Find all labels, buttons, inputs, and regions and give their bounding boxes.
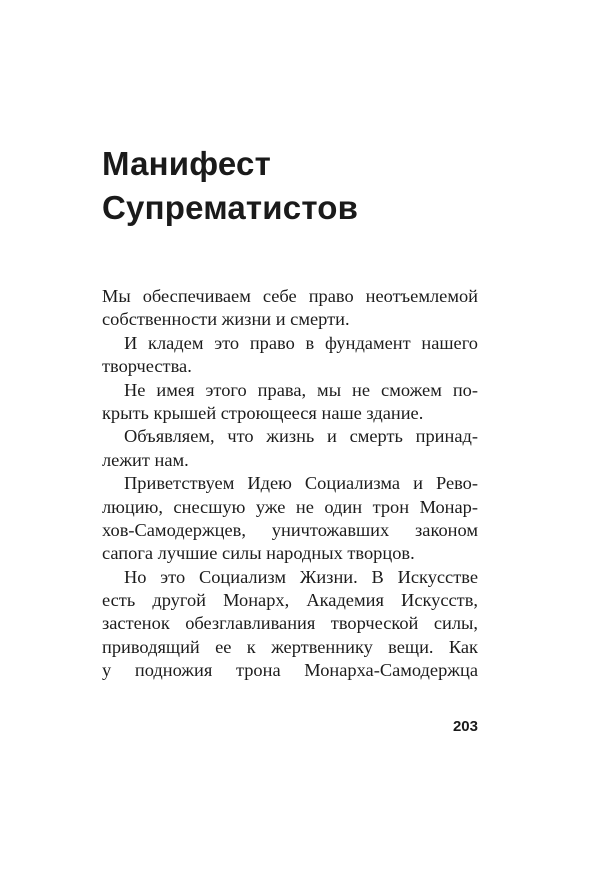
text-line: Но это Социализм Жизни. В Искусстве — [124, 566, 478, 587]
text-line: хов-Самодержцев, уничтожавших законом — [102, 519, 478, 540]
chapter-title-line-1: Манифест — [102, 145, 271, 182]
text-line: Не имея этого права, мы не сможем по- — [124, 379, 478, 400]
text-line: Объявляем, что жизнь и смерть принад- — [124, 426, 478, 447]
text-line: творчества. — [102, 356, 192, 377]
text-line: люцию, снесшую уже не один трон Монар- — [102, 496, 478, 517]
text-line: собственности жизни и смерти. — [102, 309, 350, 330]
page-number: 203 — [452, 718, 478, 735]
text-line: застенок обезглавливания творческой силы, — [102, 613, 478, 634]
text-line: Приветствуем Идею Социализма и Рево- — [124, 473, 478, 494]
text-line: лежит нам. — [102, 449, 189, 470]
chapter-title — [102, 142, 502, 230]
text-line: И кладем это право в фундамент нашего — [124, 332, 478, 353]
text-line: есть другой Монарх, Академия Искусств, — [102, 590, 478, 611]
text-line: сапога лучшие силы народных творцов. — [102, 543, 415, 564]
body-text — [102, 285, 478, 683]
text-line: крыть крышей строющееся наше здание. — [102, 402, 424, 423]
text-line: Мы обеспечиваем себе право неотъемлемой — [102, 286, 478, 306]
text-line: приводящий ее к жертвеннику вещи. Как — [102, 636, 478, 657]
text-line: у подножия трона Монарха-Самодержца — [102, 660, 478, 681]
chapter-title-line-2: Супрематистов — [102, 189, 359, 226]
